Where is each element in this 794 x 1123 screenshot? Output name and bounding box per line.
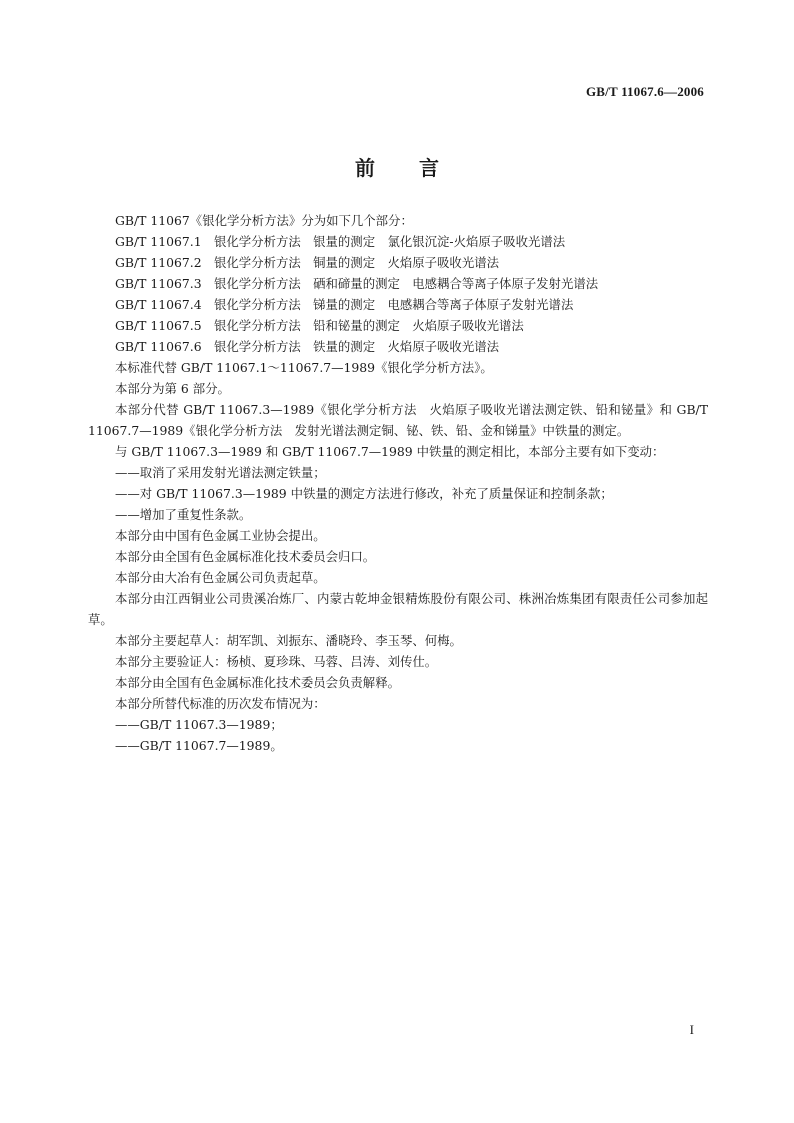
paragraph: 本部分由全国有色金属标准化技术委员会归口。 — [115, 549, 376, 564]
list-item: ——GB/T 11067.3—1989； — [115, 717, 283, 732]
paragraph: 本部分为第 6 部分。 — [115, 381, 230, 396]
paragraph: GB/T 11067.5 银化学分析方法 铅和铋量的测定 火焰原子吸收光谱法 — [115, 318, 524, 333]
paragraph: 本部分由中国有色金属工业协会提出。 — [115, 528, 326, 543]
paragraph: 本部分主要起草人：胡军凯、刘振东、潘晓玲、李玉琴、何梅。 — [115, 633, 462, 648]
page-title: 前言 — [355, 156, 483, 180]
list-item: ——GB/T 11067.7—1989。 — [115, 738, 283, 753]
paragraph: GB/T 11067《银化学分析方法》分为如下几个部分： — [115, 213, 413, 228]
paragraph: 与 GB/T 11067.3—1989 和 GB/T 11067.7—1989 中铁量的测定相比，本部分主要有如下变动： — [115, 444, 665, 459]
paragraph: GB/T 11067.2 银化学分析方法 铜量的测定 火焰原子吸收光谱法 — [115, 255, 499, 270]
paragraph: GB/T 11067.3 银化学分析方法 硒和碲量的测定 电感耦合等离子体原子发射光谱法 — [115, 276, 599, 291]
standard-number: GB/T 11067.6—2006 — [585, 84, 704, 99]
foreword-body — [88, 210, 708, 756]
paragraph: 本标准代替 GB/T 11067.1～11067.7—1989《银化学分析方法》。 — [115, 360, 493, 375]
paragraph: 本部分所替代标准的历次发布情况为： — [115, 696, 326, 711]
paragraph: 本部分由江西铜业公司贵溪冶炼厂、内蒙古乾坤金银精炼股份有限公司、株洲冶炼集团有限责任公司参加起草。 — [88, 591, 708, 627]
list-item: ——对 GB/T 11067.3—1989 中铁量的测定方法进行修改，补充了质量保证和控制条款； — [115, 486, 613, 501]
paragraph: 本部分由大冶有色金属公司负责起草。 — [115, 570, 326, 585]
paragraph: 本部分由全国有色金属标准化技术委员会负责解释。 — [115, 675, 400, 690]
paragraph: 本部分主要验证人：杨桢、夏珍珠、马蓉、吕涛、刘传仕。 — [115, 654, 438, 669]
paragraph: GB/T 11067.6 银化学分析方法 铁量的测定 火焰原子吸收光谱法 — [115, 339, 499, 354]
paragraph: 本部分代替 GB/T 11067.3—1989《银化学分析方法 火焰原子吸收光谱法测定铁、铅和铋量》和 GB/T 11067.7—1989《银化学分析方法 发射光谱法测定铜、铋、铁、铅、金和锑量》中铁量的测定。 — [88, 402, 708, 438]
page-number: I — [689, 1022, 694, 1037]
list-item: ——增加了重复性条款。 — [115, 507, 252, 522]
paragraph: GB/T 11067.4 银化学分析方法 锑量的测定 电感耦合等离子体原子发射光谱法 — [115, 297, 574, 312]
list-item: ——取消了采用发射光谱法测定铁量； — [115, 465, 326, 480]
paragraph: GB/T 11067.1 银化学分析方法 银量的测定 氯化银沉淀-火焰原子吸收光谱法 — [115, 234, 566, 249]
